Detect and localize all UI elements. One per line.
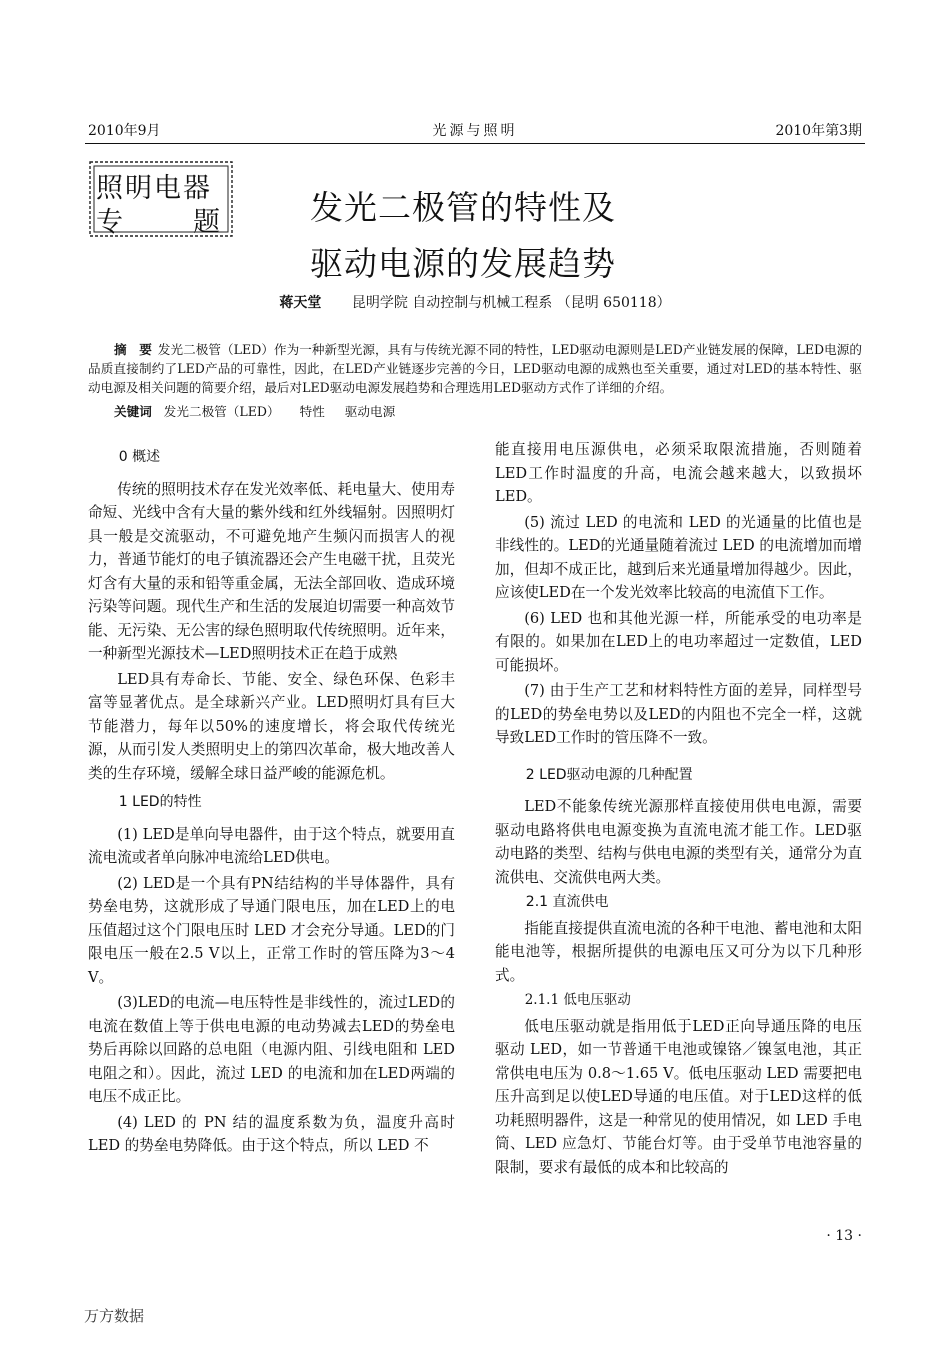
paragraph: (6) LED 也和其他光源一样，所能承受的电功率是有限的。如果加在LED上的电功率超过一定数值，LED可能损坏。 (495, 609, 862, 674)
paragraph: (3)LED的电流—电压特性是非线性的，流过LED的电流在数值上等于供电电源的电动势减去LED的势垒电势后再除以回路的总电阻（电源内阻、引线电阻和 LED 电阻之和）。因此，流过 LED 的电流和加在LED两端的电压不成正比。 (88, 994, 455, 1105)
abstract (88, 340, 862, 397)
subsection-heading-2-1-1: 2.1.1 低电压驱动 (524, 992, 631, 1008)
badge-subtitle-b: 题 (193, 207, 220, 238)
keyword-item: 发光二极管（LED） (163, 404, 280, 419)
author-affiliation: 昆明学院 自动控制与机械工程系 （昆明 650118） (351, 295, 671, 311)
paragraph: (1) LED是单向导电器件，由于这个特点，就要用直流电流或者单向脉冲电流给LED供电。 (88, 825, 455, 866)
paragraph: (2) LED是一个具有PN结结构的半导体器件，具有势垒电势，这就形成了导通门限电压，加在LED上的电压值超过这个门限电压时 LED 才会充分导通。LED的门限电压一般在2.5 V以上，正常工作时的管压降为3～4 V。 (88, 874, 455, 986)
author-name: 蒋天堂 (279, 295, 322, 311)
paragraph: 指能直接提供直流电流的各种干电池、蓄电池和太阳能电池等，根据所提供的电源电压又可分为以下几种形式。 (495, 919, 862, 984)
author-line (0, 292, 950, 312)
paragraph: LED不能象传统光源那样直接使用供电电源，需要驱动电路将供电电源变换为直流电流才能工作。LED驱动电路的类型、结构与供电电源的类型有关，通常分为直流供电、交流供电两大类。 (495, 798, 862, 886)
keywords-label: 关键词 (114, 404, 152, 419)
badge-title: 照明电器 (96, 173, 212, 204)
keyword-item: 特性 (299, 404, 325, 419)
right-column (495, 438, 862, 1181)
section-heading-2: 2 LED驱动电源的几种配置 (525, 766, 693, 783)
header-date: 2010年9月 (88, 123, 161, 139)
keyword-item: 驱动电源 (344, 404, 396, 419)
section-heading-1: 1 LED的特性 (118, 794, 202, 810)
paragraph: (7) 由于生产工艺和材料特性方面的差异，同样型号的LED的势垒电势以及LED的内阻也不完全一样，这就导致LED工作时的管压降不一致。 (495, 682, 862, 746)
badge-subtitle-a: 专 (96, 207, 123, 238)
running-header (88, 120, 862, 142)
title-line-1: 发光二极管的特性及 (310, 188, 616, 227)
keywords (114, 401, 411, 420)
column-badge (86, 158, 236, 240)
title-line-2: 驱动电源的发展趋势 (310, 244, 616, 283)
header-journal: 光源与照明 (432, 123, 518, 139)
section-heading-0: 0 概述 (118, 449, 161, 465)
header-rule (85, 143, 865, 144)
abstract-label: 摘 要 (114, 342, 152, 357)
page-number: · 13 · (826, 1228, 862, 1244)
footer-watermark: 万方数据 (84, 1307, 145, 1325)
abstract-text: 发光二极管（LED）作为一种新型光源，具有与传统光源不同的特性，LED驱动电源则是LED产业链发展的保障，LED电源的品质直接制约了LED产品的可靠性，因此，在LED产业链逐步完善的今日，LED驱动电源的成熟也至关重要，通过对LED的基本特性、驱动电源及相关问题的简要介绍，最后对LED驱动电源发展趋势和合理选用LED驱动方式作了详细的介绍。 (88, 342, 863, 395)
subsection-heading-2-1: 2.1 直流供电 (525, 894, 609, 910)
paragraph: 低电压驱动就是指用低于LED正向导通压降的电压驱动 LED，如一节普通干电池或镍铬／镍氢电池，其正常供电电压为 0.8～1.65 V。低电压驱动 LED 需要把电压升高到足以使LED导通的电压值。对于LED这样的低功耗照明器件，这是一种常见的使用情况，如 LED 手电筒、LED 应急灯、节能台灯等。由于受单节电池容量的限制，要求有最低的成本和比较高的 (495, 1017, 862, 1176)
article-title (310, 180, 616, 292)
paragraph: (5) 流过 LED 的电流和 LED 的光通量的比值也是非线性的。LED的光通量随着流过 LED 的电流增加而增加，但却不成正比，越到后来光通量增加得越少。因此，应该使LED在一个发光效率比较高的电流值下工作。 (495, 513, 862, 601)
header-issue: 2010年第3期 (775, 123, 862, 139)
paragraph: (4) LED 的 PN 结的温度系数为负，温度升高时LED 的势垒电势降低。由于这个特点，所以 LED 不 (88, 1113, 455, 1154)
paragraph-continued: 能直接用电压源供电，必须采取限流措施，否则随着LED工作时温度的升高，电流会越来越大，以致损坏LED。 (495, 441, 862, 505)
paragraph: 传统的照明技术存在发光效率低、耗电量大、使用寿命短、光线中含有大量的紫外线和红外线辐射。因照明灯具一般是交流驱动，不可避免地产生频闪而损害人的视力，普通节能灯的电子镇流器还会产生电磁干扰，且荧光灯含有大量的汞和铅等重金属，无法全部回收、造成环境污染等问题。现代生产和生活的发展迫切需要一种高效节能、无污染、无公害的绿色照明取代传统照明。近年来，一种新型光源技术—LED照明技术正在趋于成熟 (88, 480, 455, 662)
left-column (88, 440, 455, 1160)
paragraph: LED具有寿命长、节能、安全、绿色环保、色彩丰富等显著优点。是全球新兴产业。LED照明灯具有巨大节能潜力，每年以50%的速度增长，将会取代传统光源，从而引发人类照明史上的第四次革命，极大地改善人类的生存环境，缓解全球日益严峻的能源危机。 (88, 670, 455, 782)
badge-subtitle (96, 200, 220, 239)
